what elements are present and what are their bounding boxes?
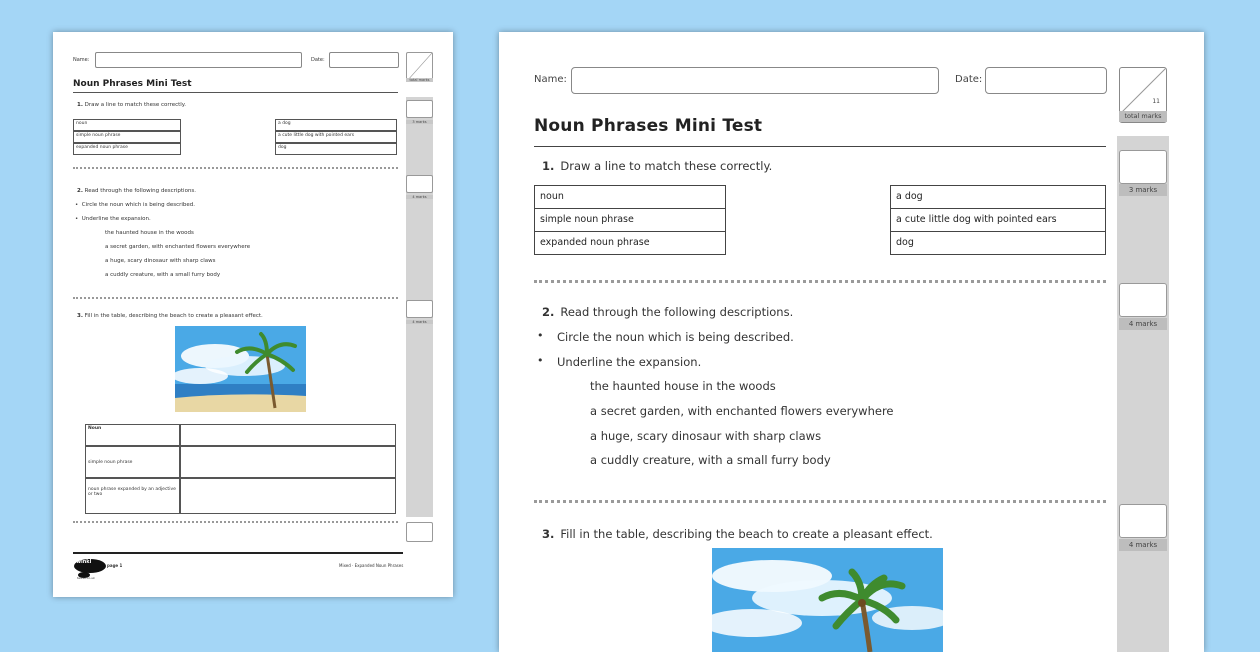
- q3-marks-label: 4 marks: [1119, 539, 1167, 551]
- q2-bullet: • Circle the noun which is being described.: [75, 202, 195, 208]
- q2-marks-box[interactable]: [406, 175, 433, 193]
- q2-marks-box[interactable]: [1119, 283, 1167, 317]
- q1-number: 1.: [77, 102, 83, 108]
- q1-right-term[interactable]: dog: [275, 143, 397, 155]
- date-field[interactable]: [985, 67, 1107, 94]
- q2-phrase[interactable]: the haunted house in the woods: [105, 230, 194, 236]
- q3-separator: [73, 521, 398, 523]
- q2-marks-label: 4 marks: [1119, 318, 1167, 330]
- q1-left-term[interactable]: simple noun phrase: [534, 208, 726, 232]
- q1-right-term[interactable]: a cute little dog with pointed ears: [275, 131, 397, 143]
- page-title: Noun Phrases Mini Test: [534, 116, 763, 136]
- q1-instruction-text: Draw a line to match these correctly.: [560, 159, 773, 173]
- date-label: Date:: [955, 74, 983, 85]
- total-marks-diagonal: [1120, 68, 1166, 114]
- q1-left-term[interactable]: expanded noun phrase: [534, 231, 726, 255]
- q3-marks-box[interactable]: [406, 300, 433, 318]
- q1-instruction: [77, 102, 186, 108]
- q1-right-term[interactable]: dog: [890, 231, 1106, 255]
- worksheet-main: [499, 32, 1204, 652]
- title-rule: [73, 92, 398, 93]
- q1-marks-box[interactable]: [406, 100, 433, 118]
- q2-instruction: [542, 305, 793, 319]
- name-field[interactable]: [95, 52, 302, 68]
- logo-subtext: twinkl.co.uk: [77, 576, 95, 580]
- total-marks-diagonal: [407, 53, 432, 81]
- q2-separator: [73, 297, 398, 299]
- q3-marks-label: 4 marks: [406, 320, 433, 324]
- q2-bullet-text: Underline the expansion.: [81, 216, 151, 222]
- q1-instruction-text: Draw a line to match these correctly.: [84, 102, 187, 108]
- total-marks-label: total marks: [406, 78, 433, 82]
- q2-number: 2.: [77, 188, 83, 194]
- q1-right-term[interactable]: a dog: [890, 185, 1106, 209]
- name-label: Name:: [534, 74, 567, 85]
- q2-phrase[interactable]: a secret garden, with enchanted flowers everywhere: [105, 244, 251, 250]
- q3-answer-cell[interactable]: [180, 424, 396, 446]
- q2-phrase[interactable]: a huge, scary dinosaur with sharp claws: [590, 429, 822, 443]
- beach-image: [712, 548, 943, 652]
- q3-row-label: noun phrase expanded by an adjective or two: [85, 478, 180, 514]
- q2-instruction-text: Read through the following descriptions.: [84, 188, 197, 194]
- title-rule: [534, 146, 1106, 147]
- date-label: Date:: [311, 57, 325, 63]
- total-marks-label: total marks: [1119, 111, 1167, 122]
- teacher-box: [406, 522, 433, 542]
- logo-text: twinkl: [74, 559, 92, 565]
- page-title: Noun Phrases Mini Test: [73, 79, 192, 89]
- worksheet-preview-small: [53, 32, 453, 597]
- q3-number: 3.: [542, 527, 555, 541]
- bullet-icon: •: [537, 329, 544, 342]
- q1-left-term[interactable]: simple noun phrase: [73, 131, 181, 143]
- footer-rule: [73, 552, 403, 554]
- q1-separator: [534, 280, 1106, 283]
- footer-topic-label: Mixed · Expanded Noun Phrases: [339, 563, 404, 568]
- q1-right-term[interactable]: a cute little dog with pointed ears: [890, 208, 1106, 232]
- q2-number: 2.: [542, 305, 555, 319]
- q1-instruction: [542, 159, 772, 173]
- q1-left-term[interactable]: expanded noun phrase: [73, 143, 181, 155]
- q1-marks-label: 3 marks: [1119, 184, 1167, 196]
- q3-answer-cell[interactable]: [180, 478, 396, 514]
- bullet-icon: •: [537, 354, 544, 367]
- q2-bullet: Underline the expansion.: [557, 355, 702, 369]
- q2-separator: [534, 500, 1106, 503]
- q2-instruction: [77, 188, 196, 194]
- beach-image: [175, 326, 306, 412]
- q1-separator: [73, 167, 398, 169]
- q3-instruction-text: Fill in the table, describing the beach to create a pleasant effect.: [560, 527, 933, 541]
- q1-marks-label: 3 marks: [406, 120, 433, 124]
- q3-instruction: [77, 313, 263, 319]
- q2-phrase[interactable]: a huge, scary dinosaur with sharp claws: [105, 258, 216, 264]
- q3-instruction: [542, 527, 933, 541]
- q3-instruction-text: Fill in the table, describing the beach to create a pleasant effect.: [84, 313, 263, 319]
- q2-phrase[interactable]: a secret garden, with enchanted flowers everywhere: [590, 404, 894, 418]
- q1-marks-box[interactable]: [1119, 150, 1167, 184]
- q1-left-term[interactable]: noun: [73, 119, 181, 131]
- q3-answer-cell[interactable]: [180, 446, 396, 478]
- total-marks-value: 11: [1152, 98, 1160, 105]
- name-label: Name:: [73, 57, 90, 63]
- q3-row-label: Noun: [85, 424, 180, 446]
- q1-right-term[interactable]: a dog: [275, 119, 397, 131]
- q2-marks-label: 4 marks: [406, 195, 433, 199]
- marks-margin: [1117, 136, 1169, 652]
- q2-phrase[interactable]: a cuddly creature, with a small furry body: [105, 272, 221, 278]
- q2-phrase[interactable]: the haunted house in the woods: [590, 379, 776, 393]
- q2-bullet: • Underline the expansion.: [75, 216, 151, 222]
- q3-number: 3.: [77, 313, 83, 319]
- q3-row-label: simple noun phrase: [85, 446, 180, 478]
- name-field[interactable]: [571, 67, 939, 94]
- footer-page-label: page 1: [107, 563, 123, 568]
- q2-instruction-text: Read through the following descriptions.: [560, 305, 794, 319]
- q1-number: 1.: [542, 159, 555, 173]
- date-field[interactable]: [329, 52, 399, 68]
- q1-left-term[interactable]: noun: [534, 185, 726, 209]
- q2-bullet-text: Circle the noun which is being described.: [81, 202, 195, 208]
- q2-phrase[interactable]: a cuddly creature, with a small furry body: [590, 453, 831, 467]
- q2-bullet: Circle the noun which is being described.: [557, 330, 794, 344]
- q3-marks-box[interactable]: [1119, 504, 1167, 538]
